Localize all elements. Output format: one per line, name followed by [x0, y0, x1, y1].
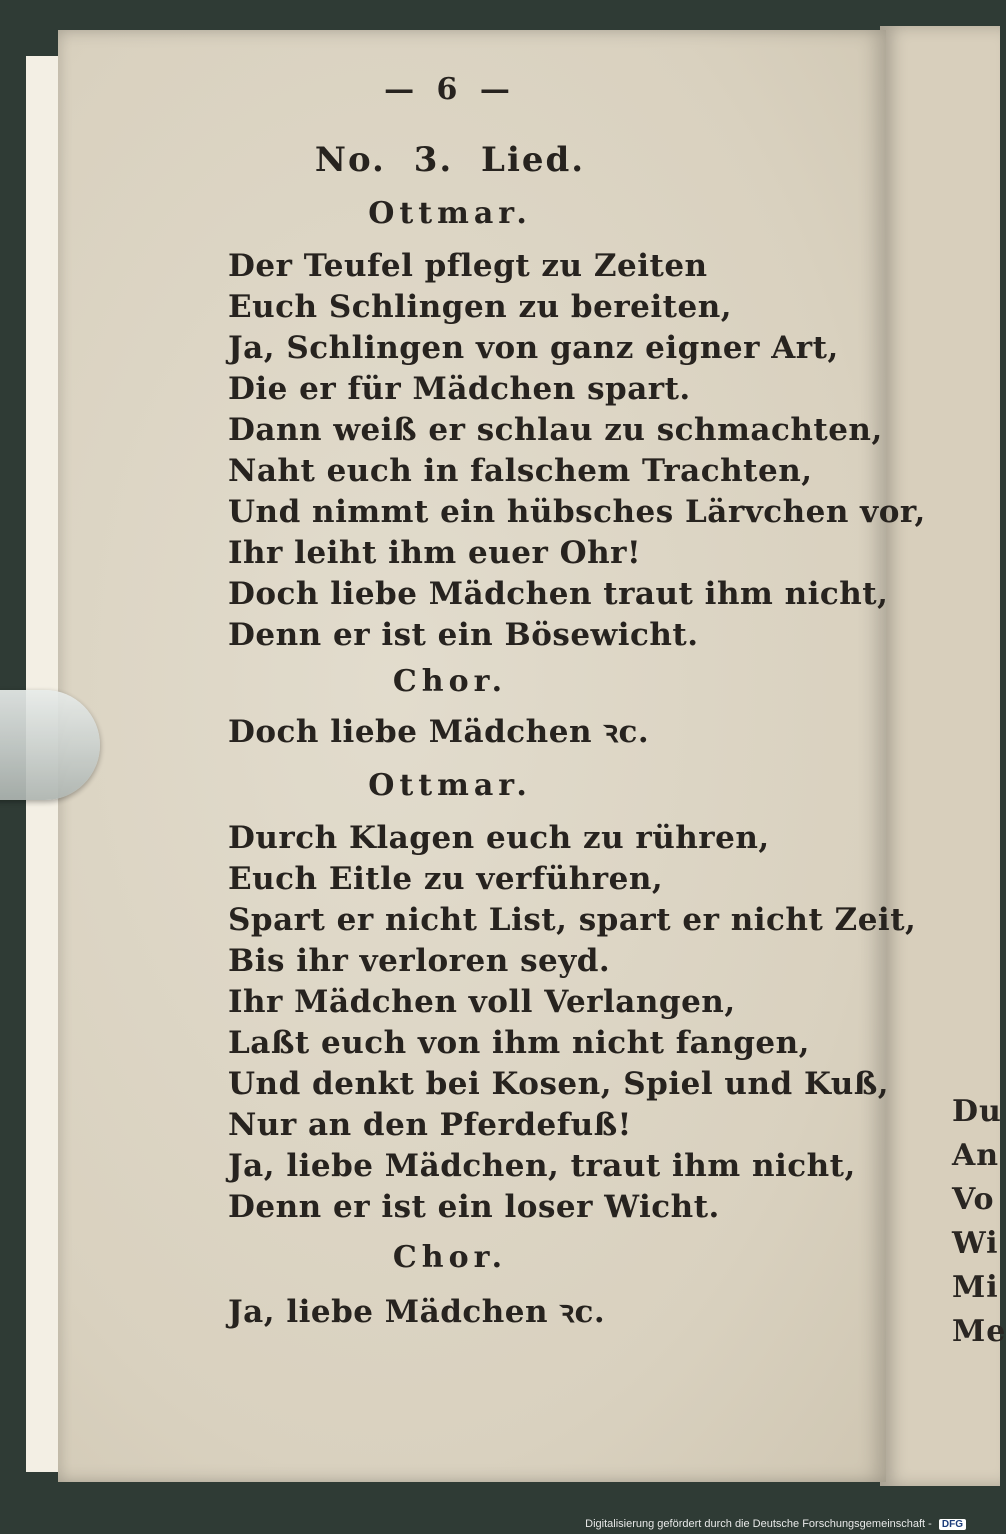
- verse-line: Ja, liebe Mädchen ꝛc.: [228, 1294, 606, 1330]
- verse-line: Denn er ist ein loser Wicht.: [228, 1189, 720, 1225]
- credit-text: Digitalisierung gefördert durch die Deutsche Forschungsgemeinschaft -: [585, 1518, 932, 1530]
- verse-line: Laßt euch von ihm nicht fangen,: [228, 1025, 810, 1061]
- verse-line: Doch liebe Mädchen traut ihm nicht,: [228, 576, 889, 612]
- verse-line: Spart er nicht List, spart er nicht Zeit,: [228, 902, 917, 938]
- speaker-heading: Ottmar.: [368, 768, 532, 803]
- verse-line: Denn er ist ein Bösewicht.: [228, 617, 699, 653]
- verse-line: Und denkt bei Kosen, Spiel und Kuß,: [228, 1066, 890, 1102]
- song-title: No. 3. Lied.: [314, 140, 586, 180]
- verse-line: Ihr Mädchen voll Verlangen,: [228, 984, 736, 1020]
- verse-line: Naht euch in falschem Trachten,: [228, 453, 813, 489]
- verse-line: Die er für Mädchen spart.: [228, 371, 691, 407]
- verse-line: Dann weiß er schlau zu schmachten,: [228, 412, 883, 448]
- next-page-fragment: Me: [952, 1314, 1006, 1349]
- speaker-heading: Ottmar.: [368, 196, 532, 231]
- speaker-heading: Chor.: [392, 664, 508, 699]
- verse-line: Bis ihr verloren seyd.: [228, 943, 611, 979]
- verse-line: Nur an den Pferdefuß!: [228, 1107, 632, 1143]
- next-page-fragment: Mi: [952, 1270, 999, 1305]
- digitization-credit: [585, 1518, 966, 1530]
- verse-line: Und nimmt ein hübsches Lärvchen vor,: [228, 494, 926, 530]
- dfg-logo: DFG: [939, 1519, 966, 1530]
- verse-line: Durch Klagen euch zu rühren,: [228, 820, 770, 856]
- next-page-fragment: Wi: [952, 1226, 999, 1261]
- next-page-fragment: An: [952, 1138, 1000, 1173]
- verse-line: Ja, liebe Mädchen, traut ihm nicht,: [228, 1148, 856, 1184]
- speaker-heading: Chor.: [392, 1240, 508, 1275]
- page-number: — 6 —: [384, 72, 516, 107]
- verse-line: Doch liebe Mädchen ꝛc.: [228, 714, 650, 750]
- verse-line: Ihr leiht ihm euer Ohr!: [228, 535, 642, 571]
- verse-line: Ja, Schlingen von ganz eigner Art,: [228, 330, 839, 366]
- next-page-fragment: Du: [952, 1094, 1002, 1129]
- verse-line: Der Teufel pflegt zu Zeiten: [228, 248, 708, 284]
- verse-line: Euch Schlingen zu bereiten,: [228, 289, 733, 325]
- verse-line: Euch Eitle zu verführen,: [228, 861, 664, 897]
- next-page-fragment: Vo: [952, 1182, 995, 1217]
